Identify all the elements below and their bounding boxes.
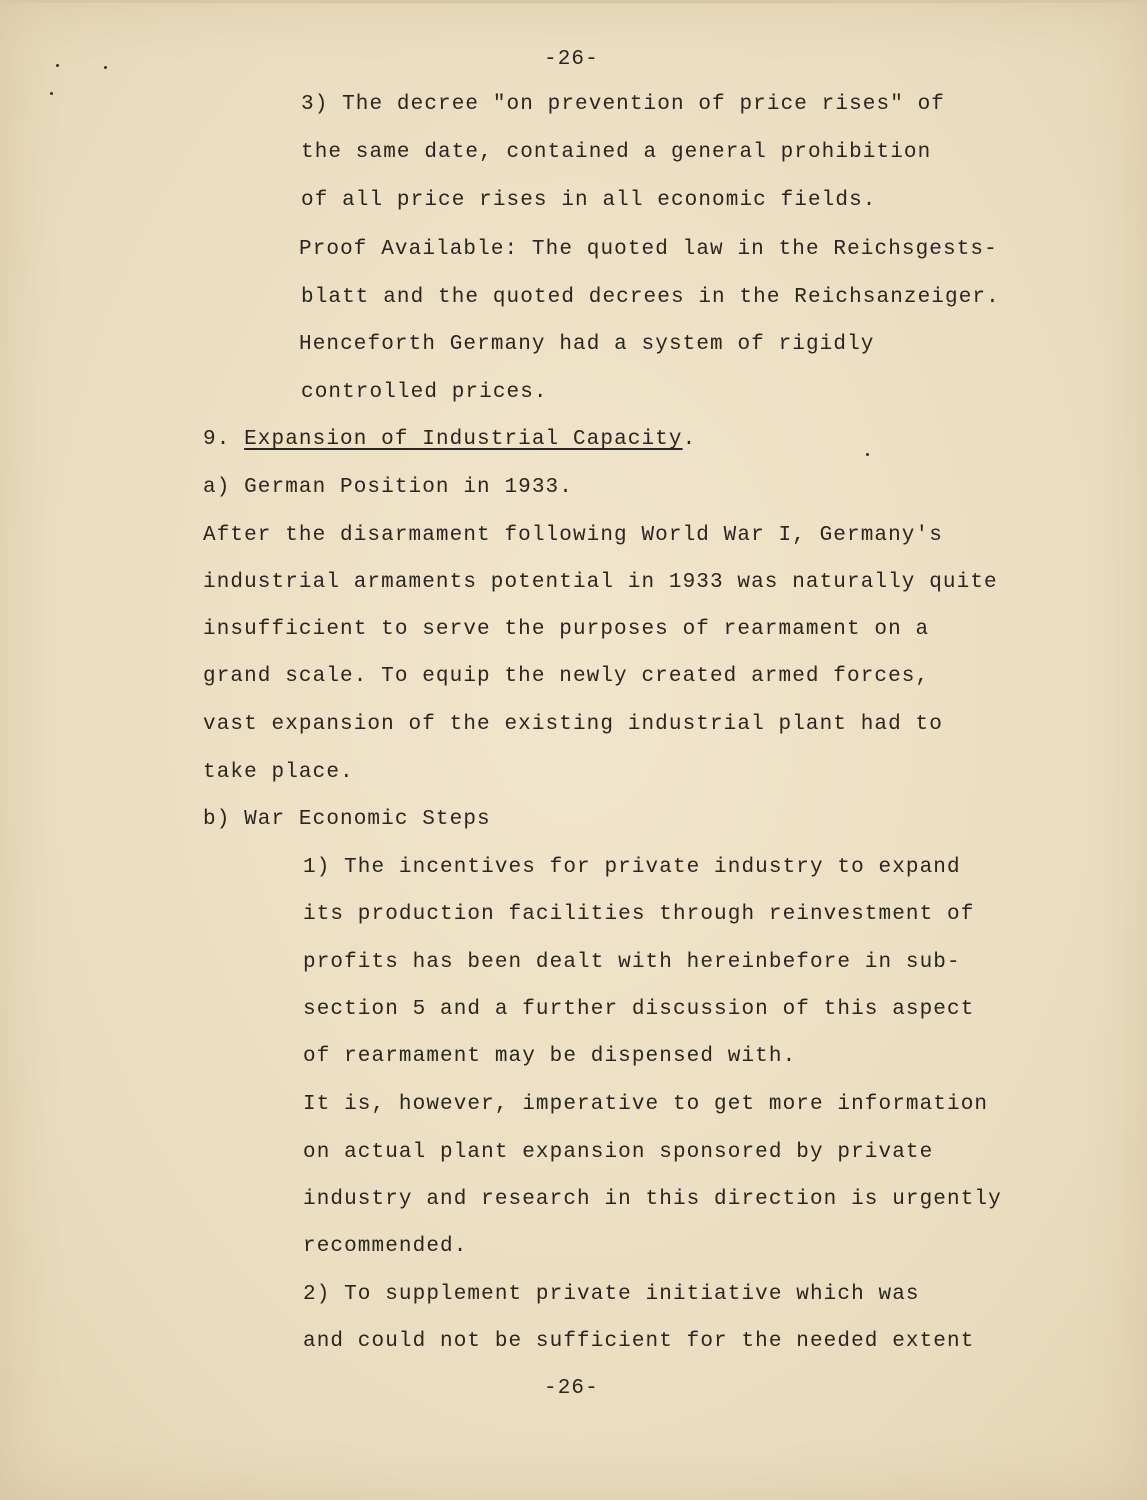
text-line: the same date, contained a general prohibition [301,141,932,164]
paper-speck [50,92,53,95]
page-top-edge [0,0,1147,3]
paper-speck [866,453,869,456]
text-line: its production facilities through reinvestment of [303,903,975,926]
subsection-heading: a) German Position in 1933. [203,476,573,499]
text-line: of all price rises in all economic fields. [301,189,877,212]
paper-speck [56,64,59,67]
text-line: Henceforth Germany had a system of rigidly [299,333,875,356]
text-line: and could not be sufficient for the needed extent [303,1330,975,1353]
text-line: section 5 and a further discussion of this aspect [303,998,975,1021]
paragraph-line: industrial armaments potential in 1933 was naturally quite [203,571,998,594]
paragraph-line: After the disarmament following World War I, Germany's [203,524,943,547]
text-line: profits has been dealt with hereinbefore in sub- [303,951,961,974]
paragraph-line: grand scale. To equip the newly created armed forces, [203,665,930,688]
page-number-top: -26- [544,48,599,71]
text-line: It is, however, imperative to get more information [303,1093,989,1116]
text-line: blatt and the quoted decrees in the Reichsanzeiger. [301,286,1000,309]
subsection-heading: b) War Economic Steps [203,808,491,831]
paragraph-line: take place. [203,761,354,784]
text-line: controlled prices. [301,381,548,404]
text-line: Proof Available: The quoted law in the Reichsgests- [299,238,998,261]
section-title-period: . [682,428,697,451]
paragraph-line: insufficient to serve the purposes of rearmament on a [203,618,930,641]
text-line: of rearmament may be dispensed with. [303,1045,797,1068]
page-number-bottom: -26- [544,1377,599,1400]
section-heading [203,426,696,454]
paper-speck [104,66,107,69]
text-line: recommended. [303,1235,468,1258]
text-line: 1) The incentives for private industry to expand [303,856,961,879]
paragraph-line: vast expansion of the existing industrial plant had to [203,713,943,736]
section-title: Expansion of Industrial Capacity [244,428,683,451]
text-line: 3) The decree "on prevention of price rises" of [301,93,945,116]
text-line: 2) To supplement private initiative which was [303,1283,920,1306]
text-line: on actual plant expansion sponsored by private [303,1141,934,1164]
text-line: industry and research in this direction is urgently [303,1188,1002,1211]
section-number: 9. [203,428,245,451]
